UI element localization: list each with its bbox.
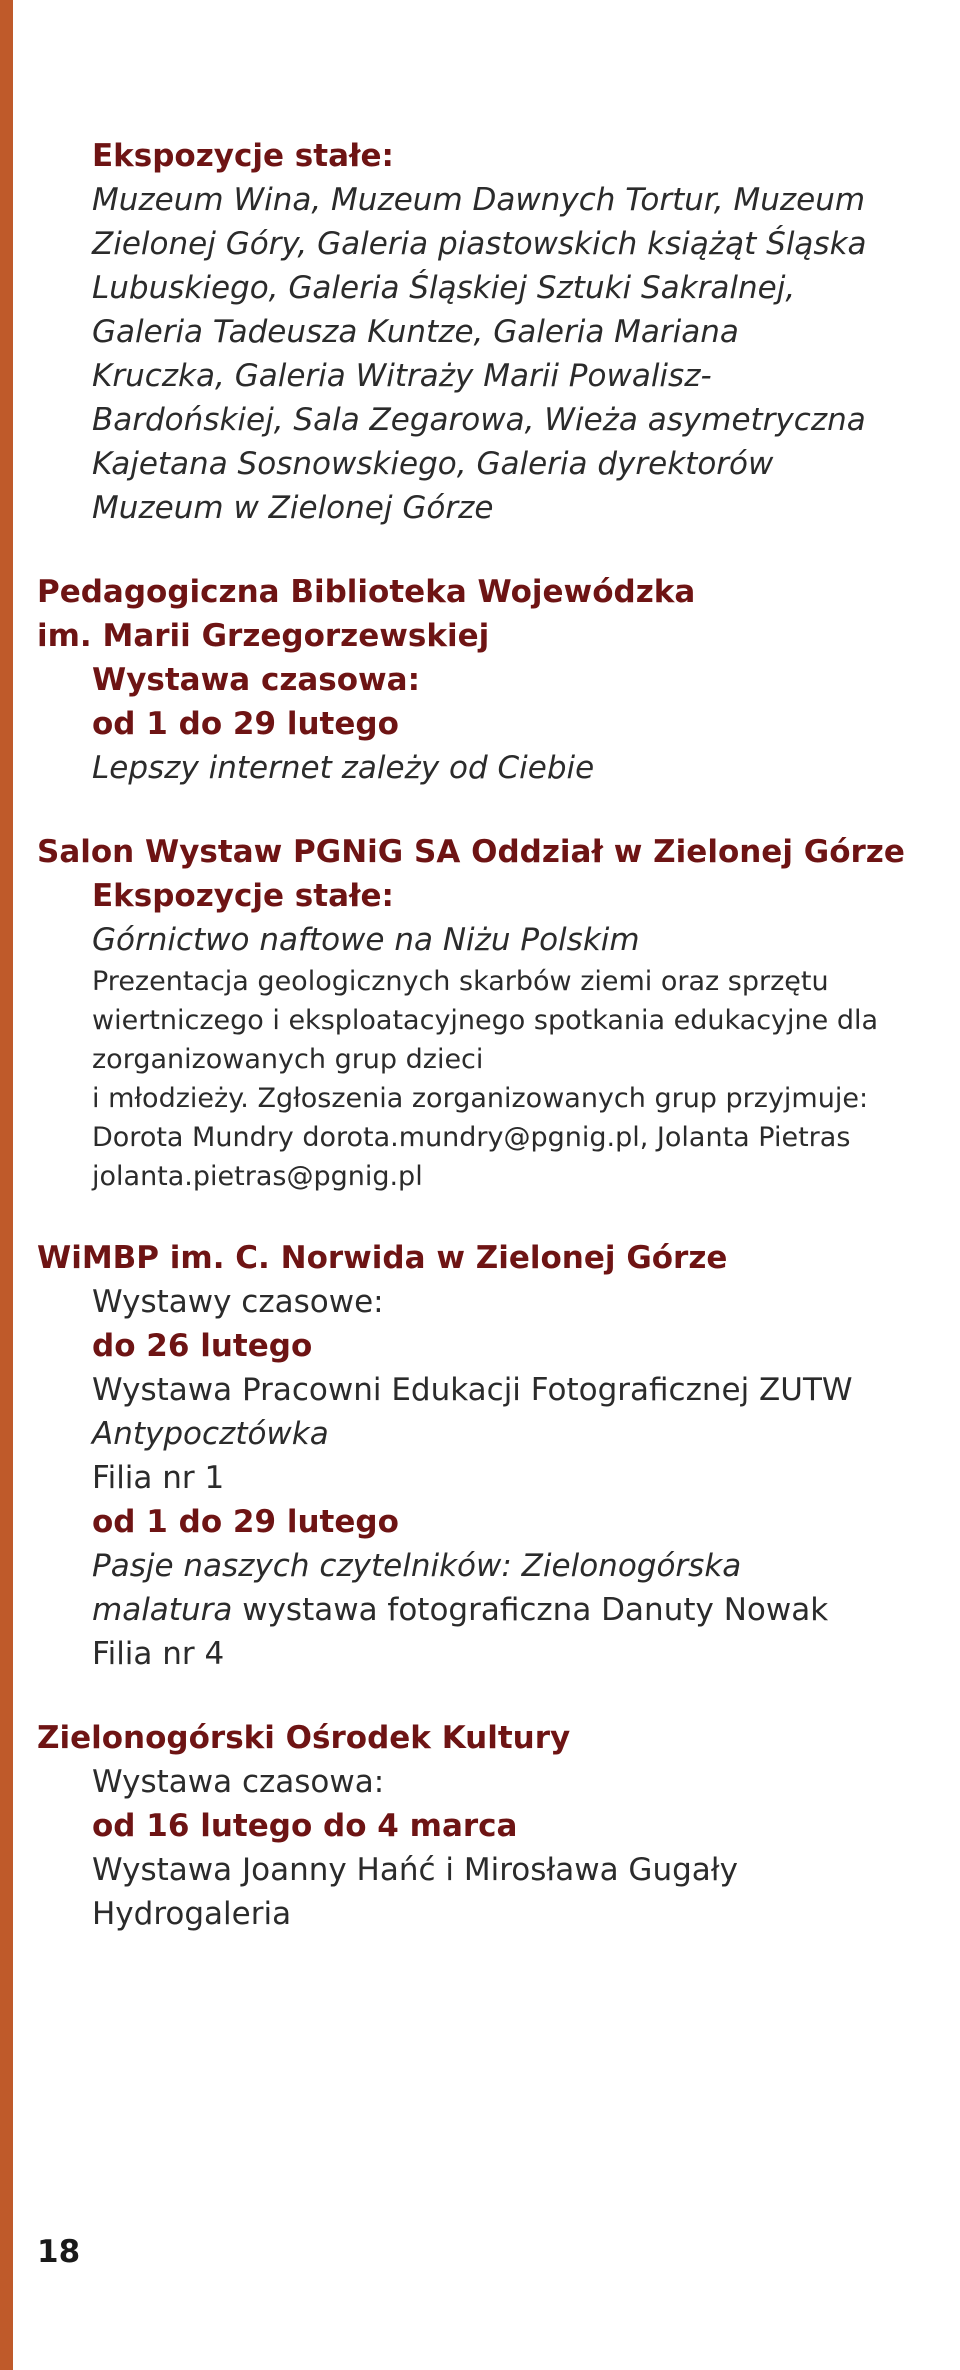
section-wimbp [37, 1236, 957, 1676]
exhibition-title: Pasje naszych czytelników: Zielonogórska [92, 1548, 742, 1584]
museum-line: Lubuskiego, Galeria Śląskiej Sztuki Sakralnej, [92, 270, 796, 306]
exhibition-place: Filia nr 1 [92, 1460, 225, 1496]
exhibition-place: Filia nr 4 [92, 1636, 225, 1672]
venue-title-line: im. Marii Grzegorzewskiej [37, 618, 490, 654]
venue-title-line: WiMBP im. C. Norwida w Zielonej Górze [37, 1240, 728, 1276]
page-content [37, 134, 957, 1936]
venue-title [37, 1236, 957, 1280]
exhibition-type-label: Wystawa czasowa: [92, 1764, 385, 1800]
venue-title-line: Zielonogórski Ośrodek Kultury [37, 1720, 571, 1756]
exhibition-type-label: Wystawa czasowa: [92, 662, 420, 698]
venue-details [37, 1760, 957, 1936]
description-line: Prezentacja geologicznych skarbów ziemi oraz sprzętu [92, 966, 829, 997]
museum-line: Kajetana Sosnowskiego, Galeria dyrektorów [92, 446, 774, 482]
exhibition-title: Antypocztówka [92, 1416, 329, 1452]
museum-line: Muzeum w Zielonej Górze [92, 490, 494, 526]
venue-details [37, 874, 957, 1196]
section-pgnig-salon [37, 830, 957, 1196]
venue-title-line: Salon Wystaw PGNiG SA Oddział w Zielonej Górze [37, 834, 905, 870]
museum-details [37, 134, 957, 530]
description-line: wiertniczego i eksploatacyjnego spotkania edukacyjne dla [92, 1005, 879, 1036]
exhibition-description: Wystawa Joanny Hańć i Mirosława Gugały [92, 1852, 738, 1888]
exhibition-title-end: malatura [92, 1592, 233, 1628]
venue-title [37, 570, 957, 658]
museum-line: Muzeum Wina, Muzeum Dawnych Tortur, Muzeum [92, 182, 866, 218]
exhibition-date: od 16 lutego do 4 marca [92, 1808, 518, 1844]
exhibition-date: do 26 lutego [92, 1328, 313, 1364]
museum-line: Zielonej Góry, Galeria piastowskich książąt Śląska [92, 226, 867, 262]
museum-label: Ekspozycje stałe: [92, 138, 394, 174]
page-number: 18 [37, 2234, 81, 2270]
description-line: Dorota Mundry dorota.mundry@pgnig.pl, Jolanta Pietras [92, 1122, 851, 1153]
exhibition-description: Wystawa Pracowni Edukacji Fotograficznej ZUTW [92, 1372, 853, 1408]
exhibition-title: Górnictwo naftowe na Niżu Polskim [92, 922, 640, 958]
exhibition-date: od 1 do 29 lutego [92, 1504, 399, 1540]
section-pedagogical-library [37, 570, 957, 790]
exhibition-title-continued [92, 1588, 957, 1632]
museum-line: Galeria Tadeusza Kuntze, Galeria Mariana [92, 314, 739, 350]
side-stripe [0, 0, 13, 2370]
description-line: i młodzieży. Zgłoszenia zorganizowanych grup przyjmuje: [92, 1083, 869, 1114]
description-line: zorganizowanych grup dzieci [92, 1044, 484, 1075]
venue-title-line: Pedagogiczna Biblioteka Wojewódzka [37, 574, 696, 610]
exhibition-date: od 1 do 29 lutego [92, 706, 399, 742]
exhibition-place: Hydrogaleria [92, 1896, 292, 1932]
venue-details [37, 658, 957, 790]
museum-line: Bardońskiej, Sala Zegarowa, Wieża asymetryczna [92, 402, 866, 438]
exhibition-title: Lepszy internet zależy od Ciebie [92, 750, 595, 786]
venue-details [37, 1280, 957, 1676]
venue-title [37, 1716, 957, 1760]
venue-title [37, 830, 957, 874]
exhibition-description: wystawa fotograficzna Danuty Nowak [232, 1592, 829, 1628]
exhibition-type-label: Wystawy czasowe: [92, 1284, 384, 1320]
section-culture-center [37, 1716, 957, 1936]
description-line: jolanta.pietras@pgnig.pl [92, 1161, 423, 1192]
museum-line: Kruczka, Galeria Witraży Marii Powalisz- [92, 358, 712, 394]
exhibition-type-label: Ekspozycje stałe: [92, 878, 394, 914]
section-museum [37, 134, 957, 530]
